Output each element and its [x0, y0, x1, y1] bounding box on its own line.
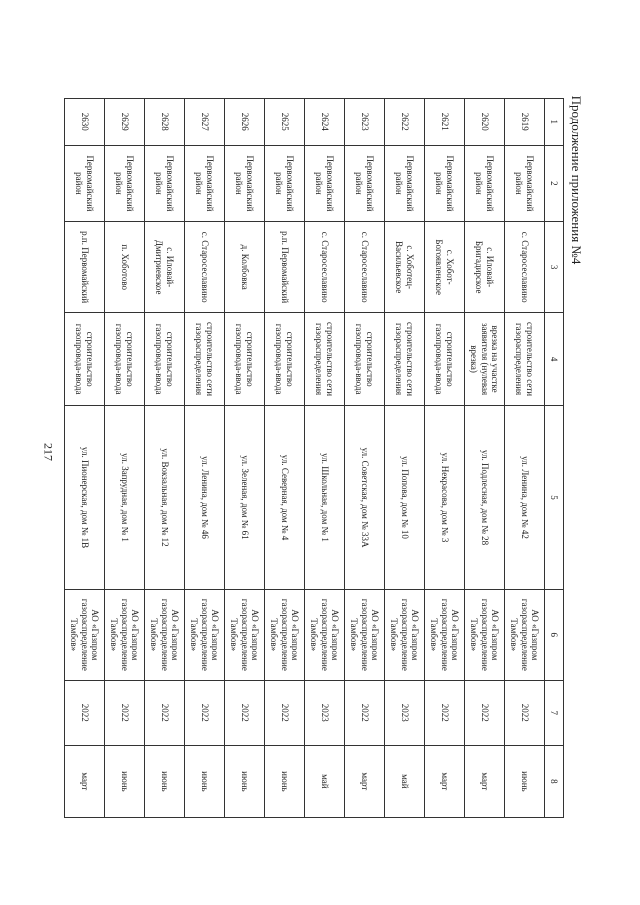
cell-year: 2022 [185, 680, 225, 745]
table-row [345, 99, 385, 818]
cell-contractor: АО «Газпром газораспределение Тамбов» [225, 589, 265, 680]
cell-district: Первомайский район [305, 145, 345, 222]
cell-row-number: 2619 [505, 99, 545, 146]
cell-work-type: врезка на участке заявителя (нулевая врезка) [465, 313, 505, 406]
cell-district: Первомайский район [265, 145, 305, 222]
cell-work-type: строительство газопровода-ввода [225, 313, 265, 406]
cell-address: ул. Вокзальная, дом № 12 [145, 406, 185, 590]
header-cell-work-type: 4 [545, 313, 564, 406]
cell-year: 2022 [425, 680, 465, 745]
cell-district: Первомайский район [185, 145, 225, 222]
table-row [105, 99, 145, 818]
cell-district: Первомайский район [425, 145, 465, 222]
cell-month: май [385, 745, 425, 817]
table-row [185, 99, 225, 818]
table-row [145, 99, 185, 818]
cell-settlement: с. Хобот-Богоявленское [425, 222, 465, 313]
table-header-row [545, 99, 564, 818]
cell-settlement: р.п. Первомайский [265, 222, 305, 313]
cell-district: Первомайский район [345, 145, 385, 222]
cell-month: июнь [225, 745, 265, 817]
appendix-caption: Продолжение приложения №4 [569, 95, 584, 265]
cell-contractor: АО «Газпром газораспределение Тамбов» [385, 589, 425, 680]
cell-contractor: АО «Газпром газораспределение Тамбов» [465, 589, 505, 680]
cell-work-type: строительство сети газораспределения [385, 313, 425, 406]
cell-work-type: строительство сети газораспределения [185, 313, 225, 406]
cell-month: май [305, 745, 345, 817]
cell-row-number: 2621 [425, 99, 465, 146]
cell-contractor: АО «Газпром газораспределение Тамбов» [185, 589, 225, 680]
cell-month: март [425, 745, 465, 817]
cell-settlement: с. Старосеславино [505, 222, 545, 313]
cell-settlement: с. Иловай-Дмитриевское [145, 222, 185, 313]
cell-district: Первомайский район [225, 145, 265, 222]
cell-contractor: АО «Газпром газораспределение Тамбов» [265, 589, 305, 680]
cell-year: 2023 [385, 680, 425, 745]
page-number: 217 [41, 443, 56, 461]
table-row [65, 99, 105, 818]
cell-district: Первомайский район [385, 145, 425, 222]
cell-address: ул. Зеленая, дом № 61 [225, 406, 265, 590]
cell-work-type: строительство газопровода-ввода [265, 313, 305, 406]
cell-row-number: 2622 [385, 99, 425, 146]
cell-month: июнь [145, 745, 185, 817]
cell-contractor: АО «Газпром газораспределение Тамбов» [425, 589, 465, 680]
cell-settlement: с. Старосеславино [185, 222, 225, 313]
table-row [505, 99, 545, 818]
cell-address: ул. Запрудная, дом № 1 [105, 406, 145, 590]
cell-work-type: строительство газопровода-ввода [145, 313, 185, 406]
cell-month: март [465, 745, 505, 817]
cell-settlement: п. Хоботово [105, 222, 145, 313]
cell-address: ул. Подлесная, дом № 28 [465, 406, 505, 590]
cell-contractor: АО «Газпром газораспределение Тамбов» [305, 589, 345, 680]
cell-district: Первомайский район [505, 145, 545, 222]
cell-settlement: р.п. Первомайский [65, 222, 105, 313]
table-row [305, 99, 345, 818]
cell-work-type: строительство газопровода-ввода [425, 313, 465, 406]
cell-district: Первомайский район [465, 145, 505, 222]
cell-row-number: 2628 [145, 99, 185, 146]
cell-work-type: строительство сети газораспределения [505, 313, 545, 406]
cell-settlement: с. Хоботец-Васильевское [385, 222, 425, 313]
cell-row-number: 2630 [65, 99, 105, 146]
appendix-table-container [69, 98, 564, 818]
cell-row-number: 2623 [345, 99, 385, 146]
cell-row-number: 2626 [225, 99, 265, 146]
cell-year: 2022 [105, 680, 145, 745]
header-cell-district: 2 [545, 145, 564, 222]
header-cell-address: 5 [545, 406, 564, 590]
cell-contractor: АО «Газпром газораспределение Тамбов» [505, 589, 545, 680]
cell-month: июнь [505, 745, 545, 817]
header-cell-row-number: 1 [545, 99, 564, 146]
header-cell-contractor: 6 [545, 589, 564, 680]
cell-settlement: с. Старосеславино [305, 222, 345, 313]
cell-row-number: 2627 [185, 99, 225, 146]
header-cell-month: 8 [545, 745, 564, 817]
cell-address: ул. Северная, дом № 4 [265, 406, 305, 590]
cell-month: июнь [105, 745, 145, 817]
cell-address: ул. Школьная, дом № 1 [305, 406, 345, 590]
cell-month: июнь [265, 745, 305, 817]
table-row [225, 99, 265, 818]
cell-year: 2022 [265, 680, 305, 745]
cell-row-number: 2624 [305, 99, 345, 146]
cell-address: ул. Пионерская, дом № 1В [65, 406, 105, 590]
table-row [385, 99, 425, 818]
cell-settlement: с. Иловай-Бригадирское [465, 222, 505, 313]
cell-settlement: д. Колбовка [225, 222, 265, 313]
cell-year: 2022 [145, 680, 185, 745]
cell-year: 2023 [305, 680, 345, 745]
cell-contractor: АО «Газпром газораспределение Тамбов» [65, 589, 105, 680]
cell-year: 2022 [465, 680, 505, 745]
cell-work-type: строительство сети газораспределения [305, 313, 345, 406]
cell-month: март [65, 745, 105, 817]
cell-month: июнь [185, 745, 225, 817]
cell-address: ул. Советская, дом № 33А [345, 406, 385, 590]
cell-year: 2022 [345, 680, 385, 745]
cell-address: ул. Некрасова, дом № 3 [425, 406, 465, 590]
cell-work-type: строительство газопровода-ввода [345, 313, 385, 406]
cell-district: Первомайский район [105, 145, 145, 222]
cell-row-number: 2620 [465, 99, 505, 146]
cell-work-type: строительство газопровода-ввода [105, 313, 145, 406]
cell-district: Первомайский район [145, 145, 185, 222]
cell-work-type: строительство газопровода-ввода [65, 313, 105, 406]
cell-contractor: АО «Газпром газораспределение Тамбов» [145, 589, 185, 680]
appendix-table [64, 98, 564, 818]
cell-contractor: АО «Газпром газораспределение Тамбов» [105, 589, 145, 680]
cell-row-number: 2625 [265, 99, 305, 146]
cell-settlement: с. Старосеславино [345, 222, 385, 313]
header-cell-year: 7 [545, 680, 564, 745]
cell-contractor: АО «Газпром газораспределение Тамбов» [345, 589, 385, 680]
cell-address: ул. Ленина, дом № 42 [505, 406, 545, 590]
cell-month: март [345, 745, 385, 817]
cell-year: 2022 [65, 680, 105, 745]
table-row [425, 99, 465, 818]
cell-address: ул. Ленина, дом № 46 [185, 406, 225, 590]
cell-row-number: 2629 [105, 99, 145, 146]
header-cell-settlement: 3 [545, 222, 564, 313]
cell-year: 2022 [505, 680, 545, 745]
table-row [265, 99, 305, 818]
cell-district: Первомайский район [65, 145, 105, 222]
cell-address: ул. Попова, дом № 10 [385, 406, 425, 590]
table-row [465, 99, 505, 818]
cell-year: 2022 [225, 680, 265, 745]
